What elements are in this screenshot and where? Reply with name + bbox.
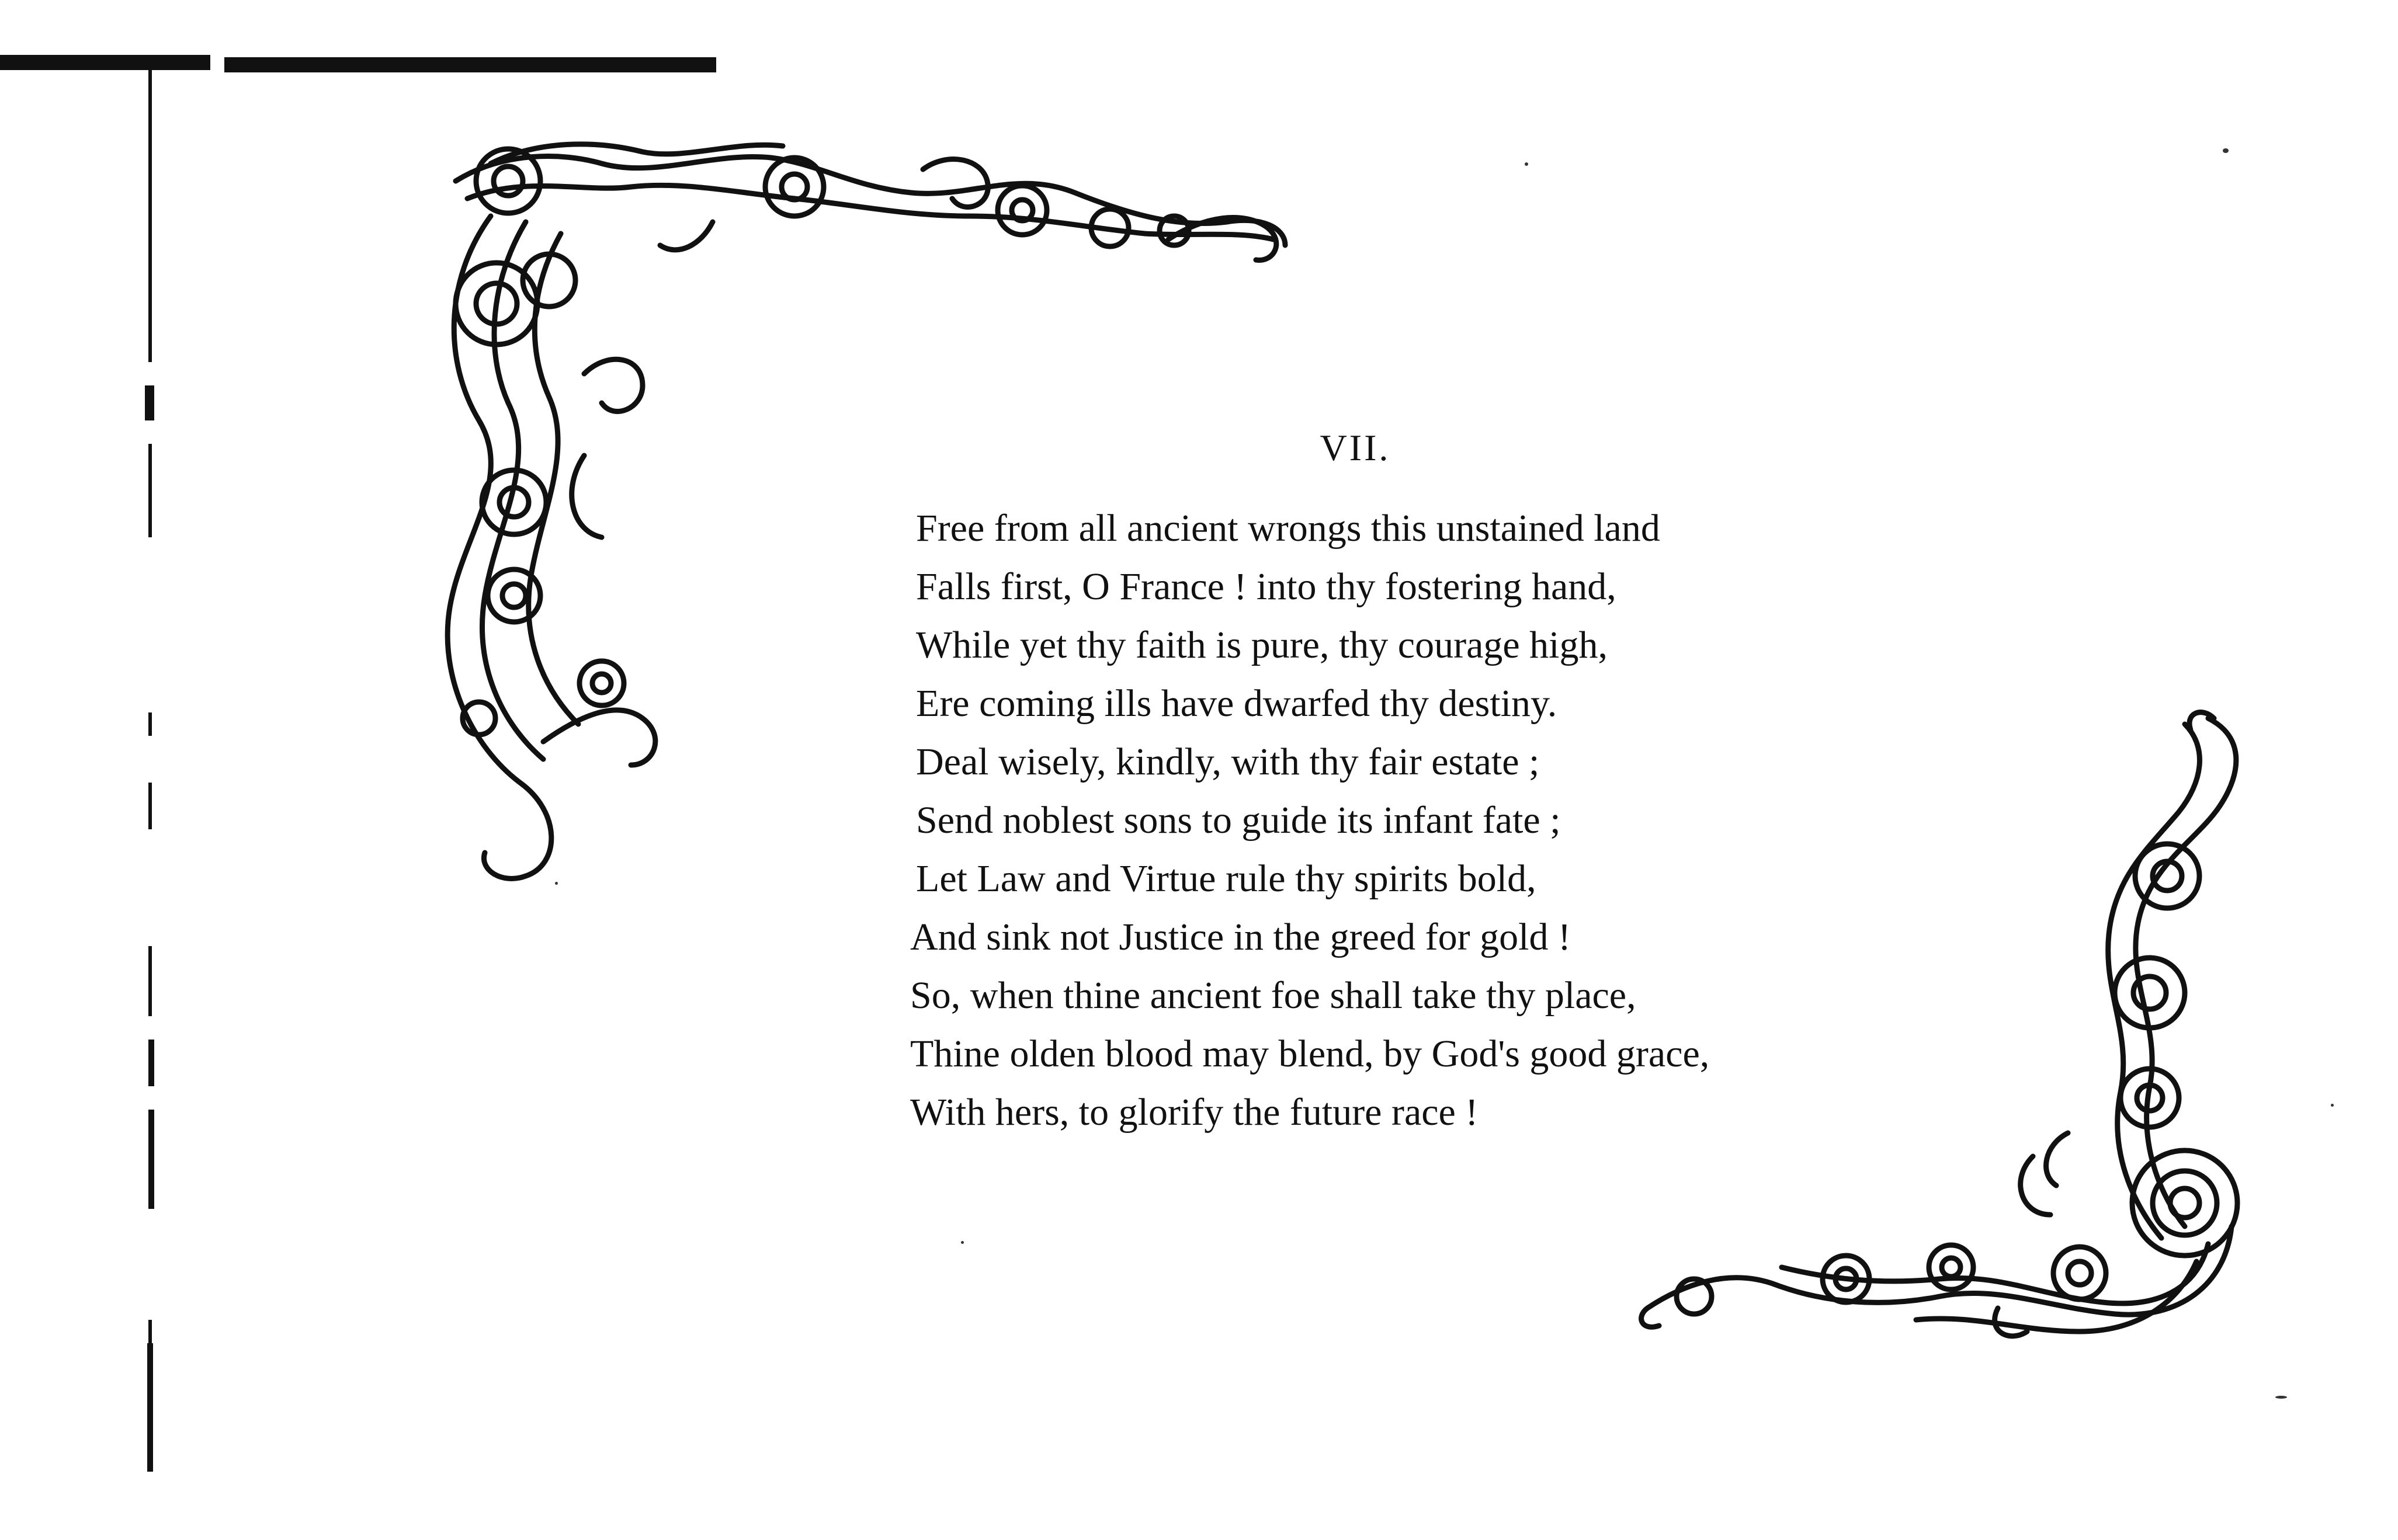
paper-speck [961,1241,964,1244]
verse-line: With hers, to glorify the future race ! [910,1091,1479,1134]
binding-rule-left [148,58,152,1472]
paper-speck [2275,1396,2287,1399]
verse-line: While yet thy faith is pure, thy courage high, [916,624,1608,666]
paper-speck [2223,148,2229,153]
paper-speck [1525,162,1528,166]
verse-line: Deal wisely, kindly, with thy fair estate ; [916,741,1540,783]
verse-line: Send noblest sons to guide its infant fate ; [916,799,1561,842]
verse-line: So, when thine ancient foe shall take thy place, [910,974,1636,1017]
verse-line: Thine olden blood may blend, by God's good grace, [910,1033,1710,1075]
verse [910,499,1909,1142]
verse-line: Ere coming ills have dwarfed thy destiny. [916,682,1557,725]
verse-line: Free from all ancient wrongs this unstained land [916,507,1660,550]
verse-line: Falls first, O France ! into thy fostering hand, [916,565,1616,608]
verse-line: And sink not Justice in the greed for gold ! [910,916,1571,958]
binding-rule-top [224,57,716,72]
paper-speck [555,882,558,885]
verse-line: Let Law and Virtue rule thy spirits bold, [916,857,1536,900]
paper-speck [2331,1104,2334,1107]
section-heading: VII. [1320,427,1391,468]
binding-rule-top [0,55,210,70]
